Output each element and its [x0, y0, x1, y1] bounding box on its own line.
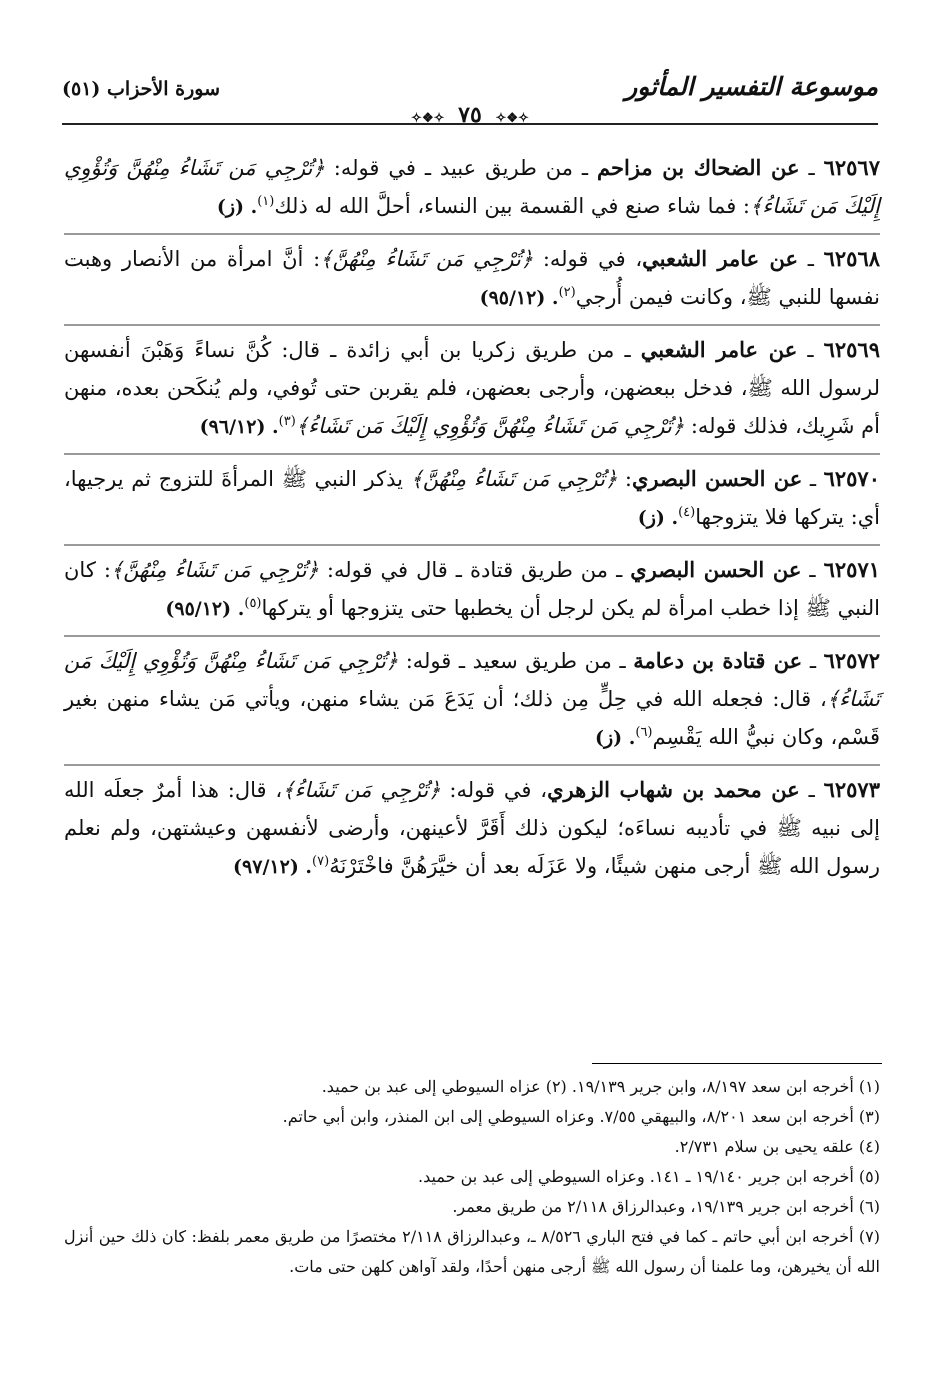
footnote: (٤) علقه يحيى بن سلام ٢/٧٣١.: [674, 1137, 880, 1156]
quran-verse: ﴿تُرْجِي مَن تَشَاءُ مِنْهُنَّ وَتُؤْوِي إِلَيْكَ مَن تَشَاءُ﴾: [64, 649, 880, 711]
entry-number: ٦٢٥٧٠: [823, 466, 880, 491]
quran-verse: ﴿تُرْجِي مَن تَشَاءُ مِنْهُنَّ وَتُؤْوِي إِلَيْكَ مَن تَشَاءُ﴾: [64, 156, 880, 218]
entry-text: ، قال: فجعله الله في حِلٍّ مِن ذلك؛ أن يَدَعَ مَن يشاء منهن، ويأتي مَن يشاء منهن بغير قَسْم، وكان نبيُّ الله يَقْسِم: [64, 687, 880, 749]
entry-reference: . (٩٧/١٢): [233, 856, 313, 878]
entry-source: عن الحسن البصري: [630, 557, 802, 582]
entry-source: عن محمد بن شهاب الزهري: [547, 777, 800, 802]
ornament-icon: ✧❖✧: [411, 111, 445, 126]
entry-text: يذكر النبي ﷺ المرأةَ للتزوج ثم يرجيها، أي: يتركها فلا يتزوجها: [64, 467, 880, 529]
entry-number: ٦٢٥٧٣: [823, 777, 880, 802]
entry-text: ، قال: هذا أمرٌ جعلَه الله إلى نبيه ﷺ في تأديبه نساءَه؛ ليكون ذلك أَقَرَّ لأعينهن، وأرضى لأنفسهن وعيشتهن، ولم نعلم رسول الله ﷺ أرجى منهن شيئًا، ولا عَزَلَه بعد أن خيَّرَهُنَّ فاخْتَرْنَهُ: [64, 778, 880, 878]
quran-verse: ﴿تُرْجِي مَن تَشَاءُ مِنْهُنَّ﴾: [410, 467, 618, 491]
footnote-ref[interactable]: (٦): [635, 725, 653, 740]
entry-reference: . (ز): [594, 727, 636, 749]
entries-body: [64, 144, 880, 893]
narration-entry: ٦٢٥٧٣ ـ عن محمد بن شهاب الزهري، في قوله: ﴿تُرْجِي مَن تَشَاءُ﴾، قال: هذا أمرٌ جعلَه الله إلى نبيه ﷺ في تأديبه نساءَه؛ ليكون ذلك أَقَرَّ لأعينهن، وأرضى لأنفسهن وعيشتهن، ولم نعلم رسول الله ﷺ أرجى منهن شيئًا، ولا عَزَلَه بعد أن خيَّرَهُنَّ فاخْتَرْنَهُ$^{(٧)}$. (٩٧/١٢): [64, 777, 880, 878]
entry-source: عن الحسن البصري: [631, 466, 803, 491]
quran-verse: ﴿تُرْجِي مَن تَشَاءُ مِنْهُنَّ﴾: [320, 247, 534, 271]
book-title: موسوعة التفسير المأثور: [625, 72, 878, 101]
footnote: (٦) أخرجه ابن جرير ١٩/١٣٩، وعبدالرزاق ٢/١١٨ من طريق معمر.: [452, 1197, 880, 1216]
entry-text: ، في قوله:: [533, 247, 643, 271]
entry-source: عن عامر الشعبي: [640, 337, 798, 362]
entry-text: ، في قوله:: [440, 778, 548, 802]
entry-reference: . (٩٥/١٢): [479, 287, 559, 309]
entry-text: ـ من طريق عبيد ـ في قوله:: [324, 156, 598, 180]
entry-number: ٦٢٥٦٩: [823, 337, 880, 362]
narration-entry: ٦٢٥٦٧ ـ عن الضحاك بن مزاحم ـ من طريق عبيد ـ في قوله: ﴿تُرْجِي مَن تَشَاءُ مِنْهُنَّ وَتُؤْوِي إِلَيْكَ مَن تَشَاءُ﴾: فما شاء صنع في القسمة بين النساء، أحلَّ الله له ذلك$^{(١)}$. (ز): [64, 144, 880, 235]
quran-verse: ﴿تُرْجِي مَن تَشَاءُ﴾: [282, 778, 441, 802]
footnote-ref[interactable]: (٢): [558, 285, 576, 300]
quran-verse: ﴿تُرْجِي مَن تَشَاءُ مِنْهُنَّ﴾: [110, 558, 319, 582]
entry-number: ٦٢٥٧١: [823, 557, 881, 582]
page-number-text: ٧٥: [458, 102, 482, 128]
surah-title: سورة الأحزاب (٥١): [62, 78, 221, 100]
entry-number: ٦٢٥٦٧: [823, 155, 880, 180]
narration-entry: ٦٢٥٧١ ـ عن الحسن البصري ـ من طريق قتادة ـ قال في قوله: ﴿تُرْجِي مَن تَشَاءُ مِنْهُنَّ﴾: كان النبي ﷺ إذا خطب امرأة لم يكن لرجل أن يخطبها حتى يتزوجها أو يتركها$^{(٥)}$. (٩٥/١٢): [64, 546, 880, 637]
page-header: [62, 70, 878, 130]
entry-number: ٦٢٥٧٢: [823, 648, 880, 673]
entry-text: : فما شاء صنع في القسمة بين النساء، أحلَّ الله له ذلك: [274, 194, 750, 218]
narration-entry: ٦٢٥٦٨ ـ عن عامر الشعبي، في قوله: ﴿تُرْجِي مَن تَشَاءُ مِنْهُنَّ﴾: أنَّ امرأة من الأنصار وهبت نفسها للنبي ﷺ، وكانت فيمن أُرجي$^{(٢)}$. (٩٥/١٢): [64, 235, 880, 326]
footnote: (٥) أخرجه ابن جرير ١٩/١٤٠ ـ ١٤١. وعزاه السيوطي إلى عبد بن حميد.: [418, 1167, 880, 1186]
entry-text: ـ من طريق قتادة ـ قال في قوله:: [318, 558, 631, 582]
footnote-separator: [592, 1063, 882, 1064]
footnote: (٧) أخرجه ابن أبي حاتم ـ كما في فتح الباري ٨/٥٢٦ ـ، وعبدالرزاق ٢/١١٨ مختصرًا من طريق معمر بلفظ: كان ذلك حين أنزل الله أن يخيرهن، وما علمنا أن رسول الله ﷺ أرجى منهن أحدًا، ولقد آواهن كلهن حتى مات.: [64, 1227, 881, 1276]
ornament-icon: ✧❖✧: [495, 111, 529, 126]
footnote: (١) أخرجه ابن سعد ٨/١٩٧، وابن جرير ١٩/١٣٩. (٢) عزاه السيوطي إلى عبد بن حميد.: [321, 1077, 880, 1096]
footnote: (٣) أخرجه ابن سعد ٨/٢٠١، والبيهقي ٧/٥٥. وعزاه السيوطي إلى ابن المنذر، وابن أبي حاتم.: [282, 1107, 880, 1126]
entry-reference: . (٩٦/١٢): [199, 416, 279, 438]
footnote-ref[interactable]: (٣): [278, 414, 296, 429]
entry-reference: . (ز): [637, 507, 679, 529]
footnote-ref[interactable]: (١): [257, 194, 275, 209]
footnotes: [64, 1072, 880, 1282]
footnote-ref[interactable]: (٤): [678, 505, 696, 520]
narration-entry: ٦٢٥٧٢ ـ عن قتادة بن دعامة ـ من طريق سعيد ـ قوله: ﴿تُرْجِي مَن تَشَاءُ مِنْهُنَّ وَتُؤْوِي إِلَيْكَ مَن تَشَاءُ﴾، قال: فجعله الله في حِلٍّ مِن ذلك؛ أن يَدَعَ مَن يشاء منهن، ويأتي مَن يشاء منهن بغير قَسْم، وكان نبيُّ الله يَقْسِم$^{(٦)}$. (ز): [64, 637, 880, 766]
entry-reference: . (ز): [216, 196, 258, 218]
footnote-ref[interactable]: (٧): [312, 854, 330, 869]
entry-source: عن عامر الشعبي: [642, 246, 799, 271]
narration-entry: ٦٢٥٦٩ ـ عن عامر الشعبي ـ من طريق زكريا بن أبي زائدة ـ قال: كُنَّ نساءً وَهَبْنَ أنفسهن لرسول الله ﷺ، فدخل ببعضهن، وأرجى بعضهن، فلم يقربن حتى تُوفي، ولم يُنكَحن بعده، منهن أم شَرِيك، فذلك قوله: ﴿تُرْجِي مَن تَشَاءُ مِنْهُنَّ وَتُؤْوِي إِلَيْكَ مَن تَشَاءُ﴾$^{(٣)}$. (٩٦/١٢): [64, 326, 880, 455]
entry-text: : كان النبي ﷺ إذا خطب امرأة لم يكن لرجل أن يخطبها حتى يتزوجها أو يتركها: [64, 558, 880, 620]
entry-text: ـ من طريق سعيد ـ قوله:: [398, 649, 634, 673]
entry-source: عن قتادة بن دعامة: [633, 648, 803, 673]
narration-entry: ٦٢٥٧٠ ـ عن الحسن البصري: ﴿تُرْجِي مَن تَشَاءُ مِنْهُنَّ﴾ يذكر النبي ﷺ المرأةَ للتزوج ثم يرجيها، أي: يتركها فلا يتزوجها$^{(٤)}$. (ز): [64, 455, 880, 546]
entry-reference: . (٩٥/١٢): [165, 598, 245, 620]
entry-number: ٦٢٥٦٨: [823, 246, 881, 271]
header-rule: [62, 123, 878, 125]
footnote-ref[interactable]: (٥): [244, 596, 262, 611]
entry-text: ـ من طريق زكريا بن أبي زائدة ـ قال: كُنَّ نساءً وَهَبْنَ أنفسهن لرسول الله ﷺ، فدخل ببعضهن، وأرجى بعضهن، فلم يقربن حتى تُوفي، ولم يُنكَحن بعده، منهن أم شَرِيك، فذلك قوله:: [64, 338, 880, 438]
entry-source: عن الضحاك بن مزاحم: [597, 155, 800, 180]
entry-text: : أنَّ امرأة من الأنصار وهبت نفسها للنبي ﷺ، وكانت فيمن أُرجي: [64, 247, 880, 309]
entry-text: :: [617, 467, 632, 491]
quran-verse: ﴿تُرْجِي مَن تَشَاءُ مِنْهُنَّ وَتُؤْوِي إِلَيْكَ مَن تَشَاءُ﴾: [295, 414, 685, 438]
